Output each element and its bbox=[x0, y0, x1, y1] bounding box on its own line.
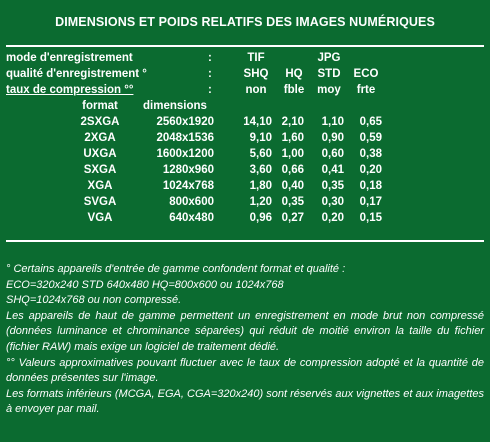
table-row bbox=[0, 179, 490, 193]
row-value-hq: 0,66 bbox=[281, 164, 304, 176]
table-row bbox=[0, 195, 490, 209]
footnotes bbox=[6, 262, 484, 418]
row-format: VGA bbox=[87, 212, 113, 224]
row-value-std: 0,60 bbox=[321, 148, 344, 160]
row-value-shq: 3,60 bbox=[249, 164, 272, 176]
top-divider bbox=[6, 45, 484, 47]
row-value-hq: 0,40 bbox=[281, 180, 304, 192]
header-col-non: non bbox=[245, 84, 267, 96]
header-label: taux de compression °° bbox=[6, 84, 134, 96]
row-format: 2SXGA bbox=[80, 116, 120, 128]
row-dimensions: 800x600 bbox=[169, 196, 214, 208]
row-value-std: 0,35 bbox=[321, 180, 344, 192]
row-dimensions: 1024x768 bbox=[162, 180, 214, 192]
row-format: XGA bbox=[87, 180, 113, 192]
header-col-fble: fble bbox=[283, 84, 305, 96]
row-value-eco: 0,17 bbox=[359, 196, 382, 208]
col-header-format: format bbox=[82, 100, 118, 112]
table-row bbox=[0, 115, 490, 129]
row-value-eco: 0,38 bbox=[359, 148, 382, 160]
header-col-hq: HQ bbox=[285, 68, 303, 80]
row-value-shq: 14,10 bbox=[243, 116, 272, 128]
header-col-shq: SHQ bbox=[243, 68, 269, 80]
row-value-std: 0,90 bbox=[321, 132, 344, 144]
header-label: qualité d'enregistrement ° bbox=[6, 68, 147, 80]
header-colon: : bbox=[208, 52, 212, 64]
header-row-compression bbox=[0, 83, 490, 97]
row-value-shq: 1,20 bbox=[249, 196, 272, 208]
footnote-shq: SHQ=1024x768 ou non compressé. bbox=[6, 294, 182, 307]
table-row bbox=[0, 147, 490, 161]
row-value-hq: 1,00 bbox=[281, 148, 304, 160]
row-format: UXGA bbox=[83, 148, 117, 160]
row-dimensions: 2560x1920 bbox=[156, 116, 214, 128]
col-header-dimensions: dimensions bbox=[143, 100, 207, 112]
row-value-eco: 0,59 bbox=[359, 132, 382, 144]
row-value-eco: 0,18 bbox=[359, 180, 382, 192]
header-col-jpg: JPG bbox=[317, 52, 341, 64]
row-format: 2XGA bbox=[84, 132, 116, 144]
row-dimensions: 1280x960 bbox=[162, 164, 214, 176]
header-col-tif: TIF bbox=[247, 52, 265, 64]
header-col-std: STD bbox=[317, 68, 341, 80]
row-value-hq: 0,35 bbox=[281, 196, 304, 208]
table-row bbox=[0, 163, 490, 177]
row-value-std: 0,41 bbox=[321, 164, 344, 176]
table-column-headers bbox=[0, 99, 490, 113]
header-colon: : bbox=[208, 84, 212, 96]
row-value-hq: 1,60 bbox=[281, 132, 304, 144]
row-value-shq: 1,80 bbox=[249, 180, 272, 192]
row-value-shq: 9,10 bbox=[249, 132, 272, 144]
row-value-std: 1,10 bbox=[321, 116, 344, 128]
header-col-moy: moy bbox=[317, 84, 341, 96]
footnote-raw: Les appareils de haut de gamme permettent un enregistrement en mode brut non compressé (données luminance et chrominance séparées) qui réduit de moitié environ la taille du fichier (fichier RAW) mais exige un logiciel de traitement dédié. bbox=[6, 309, 484, 353]
row-dimensions: 640x480 bbox=[169, 212, 214, 224]
header-label: mode d'enregistrement bbox=[6, 52, 133, 64]
footnote-eco-std: ECO=320x240 STD 640x480 HQ=800x600 ou 1024x768 bbox=[6, 278, 284, 291]
bottom-divider bbox=[6, 240, 484, 242]
table-row bbox=[0, 211, 490, 225]
header-col-eco: ECO bbox=[353, 68, 379, 80]
row-value-hq: 2,10 bbox=[281, 116, 304, 128]
row-value-eco: 0,65 bbox=[359, 116, 382, 128]
row-dimensions: 2048x1536 bbox=[156, 132, 214, 144]
row-value-shq: 5,60 bbox=[249, 148, 272, 160]
table-row bbox=[0, 131, 490, 145]
footnote-quality: ° Certains appareils d'entrée de gamme confondent format et qualité : bbox=[6, 263, 346, 275]
row-format: SVGA bbox=[83, 196, 117, 208]
row-format: SXGA bbox=[83, 164, 117, 176]
row-value-shq: 0,96 bbox=[249, 212, 272, 224]
footnote-lower-formats: Les formats inférieurs (MCGA, EGA, CGA=320x240) sont réservés aux vignettes et aux imagettes à envoyer par mail. bbox=[6, 387, 484, 416]
row-value-hq: 0,27 bbox=[281, 212, 304, 224]
header-row-mode bbox=[0, 51, 490, 65]
header-colon: : bbox=[208, 68, 212, 80]
row-value-std: 0,30 bbox=[321, 196, 344, 208]
footnote-compression: °° Valeurs approximatives pouvant fluctuer avec le taux de compression adopté et la quantité de données présentes sur l'image. bbox=[6, 356, 484, 385]
row-value-eco: 0,15 bbox=[359, 212, 382, 224]
row-value-std: 0,20 bbox=[321, 212, 344, 224]
header-row-quality bbox=[0, 67, 490, 81]
row-value-eco: 0,20 bbox=[359, 164, 382, 176]
page-title: DIMENSIONS ET POIDS RELATIFS DES IMAGES NUMÉRIQUES bbox=[55, 15, 435, 29]
header-col-frte: frte bbox=[356, 84, 376, 96]
row-dimensions: 1600x1200 bbox=[156, 148, 214, 160]
